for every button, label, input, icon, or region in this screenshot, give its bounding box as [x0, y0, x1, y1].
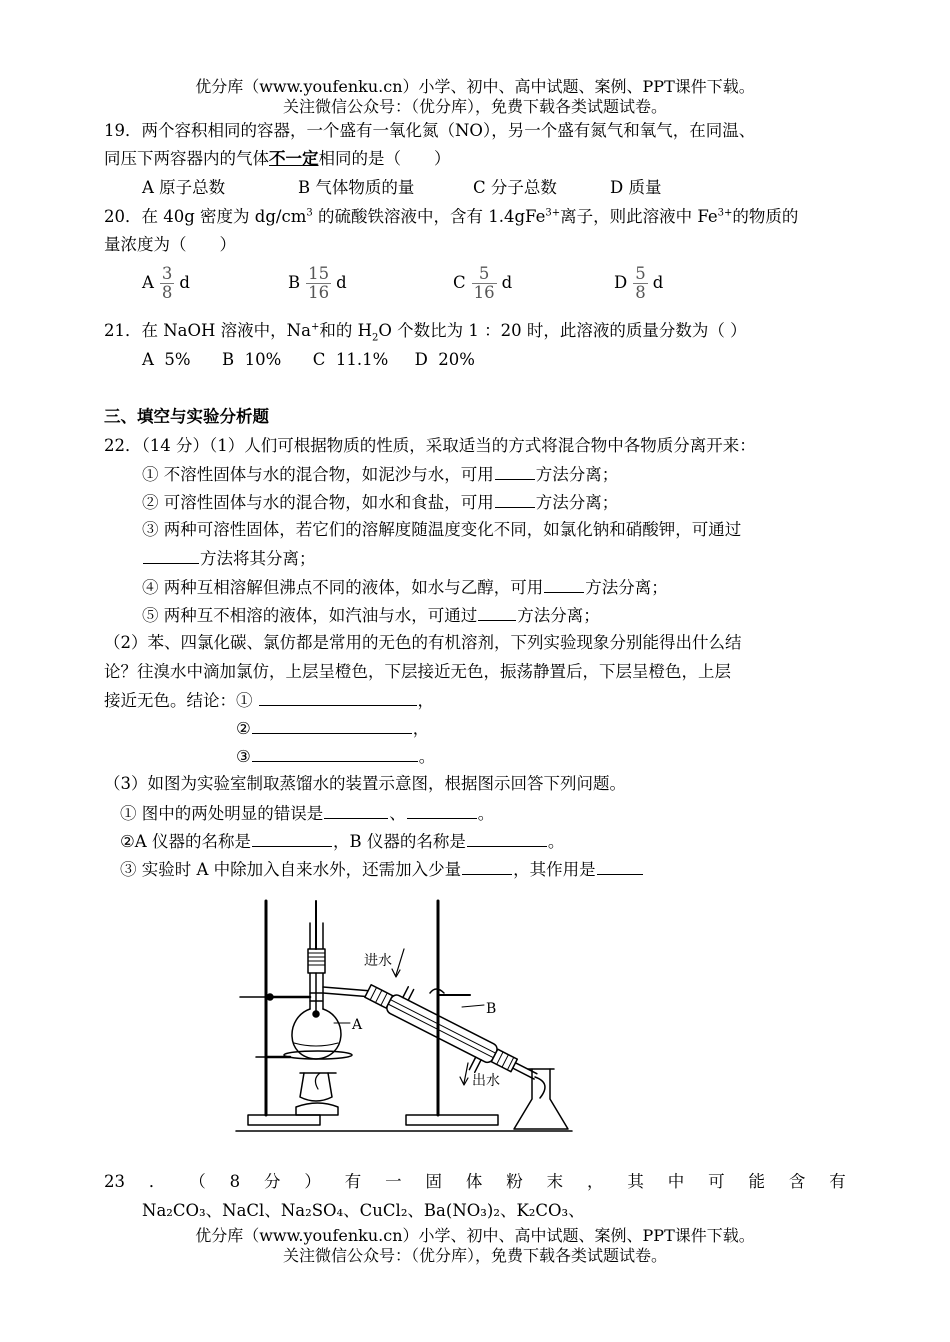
- footer-banner-line2: 关注微信公众号：（优分库），免费下载各类试题试卷。: [282, 1246, 667, 1265]
- q21-options: A 5% B 10% C 11.1% D 20%: [142, 350, 475, 369]
- answer-blank: [143, 548, 199, 564]
- q22-item-2: ② 可溶性固体与水的混合物，如水和食盐，可用 方法分离；: [142, 493, 619, 512]
- answer-blank: [467, 831, 547, 847]
- fraction: $\frac{5}{8}$: [635, 264, 646, 302]
- q20-option-a: A $\frac{3}{8}$ d: [142, 264, 190, 302]
- distillation-apparatus-figure: [230, 893, 580, 1138]
- q22-conclusion-3: ③ 。: [236, 747, 436, 766]
- q23-line1: 23 ． （ 8 分 ） 有 一 固 体 粉 末 ， 其 中 可 能 含 有: [104, 1172, 846, 1191]
- q19-emphasis: 不一定: [269, 149, 319, 168]
- q22-part3-item2: ②A 仪器的名称是 ，B 仪器的名称是 。: [120, 832, 565, 851]
- fraction: $\frac{3}{8}$: [161, 264, 173, 302]
- answer-blank: [252, 746, 418, 762]
- answer-blank: [324, 803, 388, 819]
- label-a: A: [352, 1017, 363, 1033]
- q20-line1: 20．在 40g 密度为 $dg/cm^3$ 的硫酸铁溶液中，含有 1.4gFe$^{3+}$离子，则此溶液中 $Fe^{3+}$的物质的: [104, 207, 799, 226]
- q19-option-d: D 质量: [610, 178, 662, 197]
- q22-part2-line1: （2）苯、四氯化碳、氯仿都是常用的无色的有机溶剂，下列实验现象分别能得出什么结: [104, 633, 742, 652]
- q22-item-5: ⑤ 两种互不相溶的液体，如汽油与水，可通过 方法分离；: [142, 606, 600, 625]
- q22-part2-line3: 接近无色。结论：① ，: [104, 691, 434, 710]
- answer-blank: [259, 690, 417, 706]
- answer-blank: [495, 464, 535, 480]
- answer-blank: [462, 859, 512, 875]
- label-b: B: [486, 1001, 497, 1017]
- stand-base-right: [406, 1115, 498, 1125]
- footer-banner-line2: 关注微信公众号：（优分库），免费下载各类试题试卷。: [282, 97, 667, 116]
- answer-blank: [597, 859, 643, 875]
- q22-part3-item3: ③ 实验时 A 中除加入自来水外，还需加入少量 ，其作用是: [120, 859, 644, 880]
- footer-banner-line1: 优分库（www.youfenku.cn）小学、初中、高中试题、案例、PPT课件下载。: [195, 77, 755, 96]
- q19-line1: 19．两个容积相同的容器，一个盛有一氧化氮（NO），另一个盛有氮气和氧气，在同温、: [104, 121, 756, 140]
- answer-blank: [252, 718, 412, 734]
- q20-option-b: B $\frac{15}{16}$ d: [288, 264, 347, 302]
- stand-base-left: [248, 1115, 320, 1125]
- answer-blank: [495, 492, 535, 508]
- q19-option-a: A 原子总数: [142, 178, 226, 197]
- q22-conclusion-2: ② ，: [236, 719, 430, 738]
- answer-blank: [407, 803, 477, 819]
- q22-item-3b: 方法将其分离；: [142, 548, 316, 569]
- answer-blank: [252, 831, 332, 847]
- fraction: $\frac{15}{16}$: [308, 264, 330, 302]
- answer-blank: [478, 605, 516, 621]
- q20-option-c: C $\frac{5}{16}$ d: [453, 264, 513, 302]
- q20-line2: 量浓度为（ ）: [104, 235, 236, 254]
- q22-item-4: ④ 两种互相溶解但沸点不同的液体，如水与乙醇，可用 方法分离；: [142, 578, 668, 597]
- answer-blank: [544, 577, 584, 593]
- section-title: 三、填空与实验分析题: [104, 407, 269, 426]
- q23-line2: Na₂CO₃、NaCl、Na₂SO₄、CuCl₂、Ba(NO₃)₂、K₂CO₃、: [142, 1201, 585, 1220]
- q22-part3-line1: （3）如图为实验室制取蒸馏水的装置示意图，根据图示回答下列问题。: [104, 774, 626, 793]
- q19-line2: 同压下两容器内的气体不一定相同的是（ ）: [104, 149, 451, 168]
- q19-option-c: C 分子总数: [473, 178, 557, 197]
- q22-part2-line2: 论？往溴水中滴加氯仿，上层呈橙色，下层接近无色，振荡静置后，下层呈橙色，上层: [104, 662, 731, 681]
- q21-line1: 21．在 NaOH 溶液中，Na+和的 $H_2O$ 个数比为 1 ：20 时，此溶液的质量分数为（ ）: [104, 321, 747, 344]
- q22-item-3: ③ 两种可溶性固体，若它们的溶解度随温度变化不同，如氯化钠和硝酸钾，可通过: [142, 520, 742, 539]
- fraction: $\frac{5}{16}$: [473, 264, 495, 302]
- q19-option-b: B 气体物质的量: [298, 178, 415, 197]
- q20-option-d: D $\frac{5}{8}$ d: [614, 264, 664, 302]
- footer-banner-line1: 优分库（www.youfenku.cn）小学、初中、高中试题、案例、PPT课件下载。: [195, 1226, 755, 1245]
- q22-item-1: ① 不溶性固体与水的混合物，如泥沙与水，可用 方法分离；: [142, 465, 619, 484]
- q22-line1: 22．（14 分）（1）人们可根据物质的性质，采取适当的方式将混合物中各物质分离开来：: [104, 436, 756, 455]
- q22-part3-item1: ① 图中的两处明显的错误是 、 。: [120, 804, 495, 823]
- water-in-label: 进水: [364, 953, 392, 969]
- water-out-label: 出水: [472, 1073, 500, 1089]
